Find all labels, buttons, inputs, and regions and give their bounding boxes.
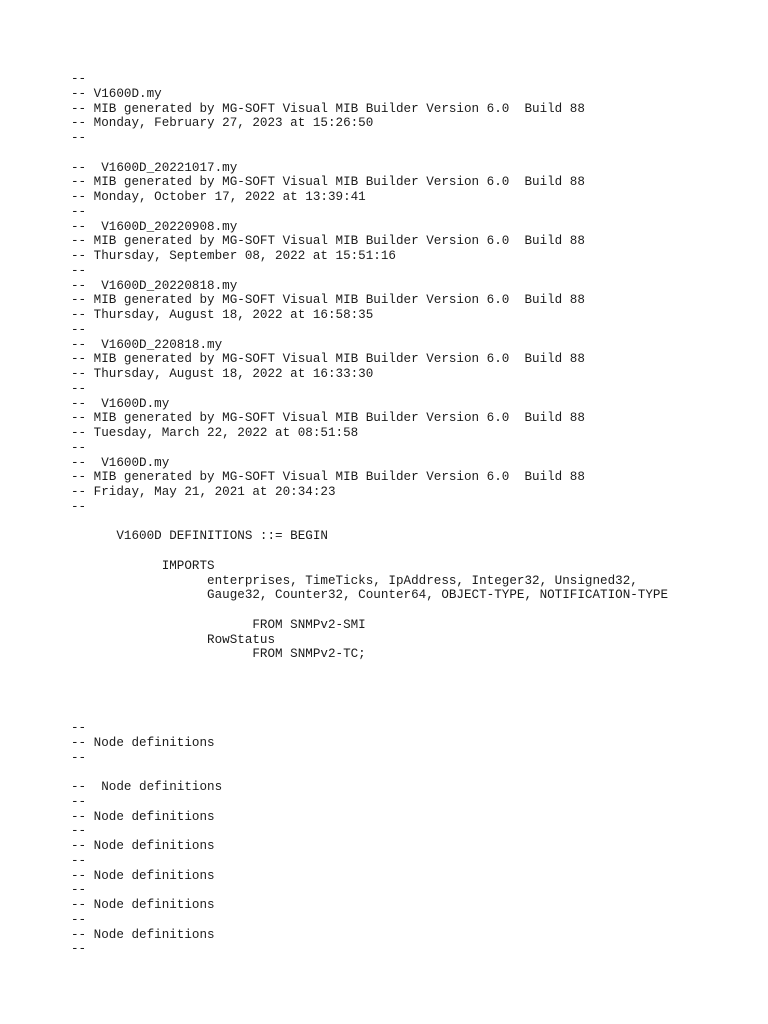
code-line: -- (71, 912, 87, 927)
code-line: -- (71, 263, 87, 278)
code-line: -- (71, 381, 87, 396)
code-line: -- (71, 440, 87, 455)
code-line: -- (71, 853, 87, 868)
code-line (71, 146, 668, 161)
code-line (71, 603, 668, 618)
code-line: RowStatus (71, 632, 276, 647)
code-line: FROM SNMPv2-TC; (71, 647, 366, 662)
code-line: V1600D DEFINITIONS ::= BEGIN (71, 529, 328, 544)
code-line: -- Node definitions (71, 898, 215, 912)
code-line: -- Thursday, September 08, 2022 at 15:51:16 (71, 249, 396, 263)
code-line (71, 706, 668, 721)
code-line: -- Thursday, August 18, 2022 at 16:58:35 (71, 308, 374, 322)
code-line: -- (71, 824, 87, 839)
code-line: -- Node definitions (71, 927, 215, 942)
code-line: -- MIB generated by MG-SOFT Visual MIB Builder Version 6.0 Build 88 (71, 293, 585, 308)
code-line: -- V1600D.my (71, 455, 170, 470)
code-line: -- (71, 883, 87, 898)
mib-source-text (71, 72, 668, 957)
code-line: -- MIB generated by MG-SOFT Visual MIB Builder Version 6.0 Build 88 (71, 411, 585, 426)
code-line: -- V1600D_220818.my (71, 337, 223, 352)
code-line: -- (71, 499, 87, 514)
code-line: -- MIB generated by MG-SOFT Visual MIB Builder Version 6.0 Build 88 (71, 352, 585, 367)
code-line (71, 544, 668, 559)
code-line: Gauge32, Counter32, Counter64, OBJECT-TYPE, NOTIFICATION-TYPE (71, 588, 669, 603)
code-line (71, 515, 668, 530)
code-line (71, 662, 668, 677)
code-line: IMPORTS (71, 558, 215, 573)
code-line: -- (71, 942, 87, 957)
code-line: -- Node definitions (71, 868, 215, 883)
code-line: enterprises, TimeTicks, IpAddress, Integer32, Unsigned32, (71, 573, 638, 588)
code-line: -- (71, 204, 87, 219)
code-line: -- Node definitions (71, 839, 215, 853)
code-line: -- (71, 794, 87, 809)
code-line: -- (71, 721, 87, 735)
code-line: -- (71, 750, 87, 765)
code-line: -- V1600D.my (71, 86, 162, 101)
code-line: -- MIB generated by MG-SOFT Visual MIB Builder Version 6.0 Build 88 (71, 101, 585, 116)
code-line: -- (71, 131, 87, 145)
code-line: -- Friday, May 21, 2021 at 20:34:23 (71, 485, 336, 499)
code-line: -- V1600D_20220908.my (71, 219, 238, 234)
code-line: -- MIB generated by MG-SOFT Visual MIB Builder Version 6.0 Build 88 (71, 175, 585, 190)
code-line: -- (71, 322, 87, 337)
code-line: -- (71, 72, 87, 86)
code-line: -- Node definitions (71, 780, 223, 794)
code-line (71, 677, 668, 692)
code-line: -- V1600D_20220818.my (71, 278, 238, 293)
code-line: -- V1600D.my (71, 396, 170, 411)
code-line: -- Node definitions (71, 809, 215, 824)
code-line: -- Thursday, August 18, 2022 at 16:33:30 (71, 367, 374, 381)
code-line (71, 692, 668, 707)
code-line (71, 765, 668, 780)
code-line: -- MIB generated by MG-SOFT Visual MIB Builder Version 6.0 Build 88 (71, 234, 585, 249)
code-line: -- Node definitions (71, 735, 215, 750)
code-line: -- Monday, February 27, 2023 at 15:26:50 (71, 116, 374, 131)
code-line: -- MIB generated by MG-SOFT Visual MIB Builder Version 6.0 Build 88 (71, 470, 585, 485)
code-line: -- V1600D_20221017.my (71, 160, 238, 175)
code-line: -- Tuesday, March 22, 2022 at 08:51:58 (71, 426, 359, 440)
code-line: -- Monday, October 17, 2022 at 13:39:41 (71, 190, 366, 204)
code-line: FROM SNMPv2-SMI (71, 617, 366, 632)
